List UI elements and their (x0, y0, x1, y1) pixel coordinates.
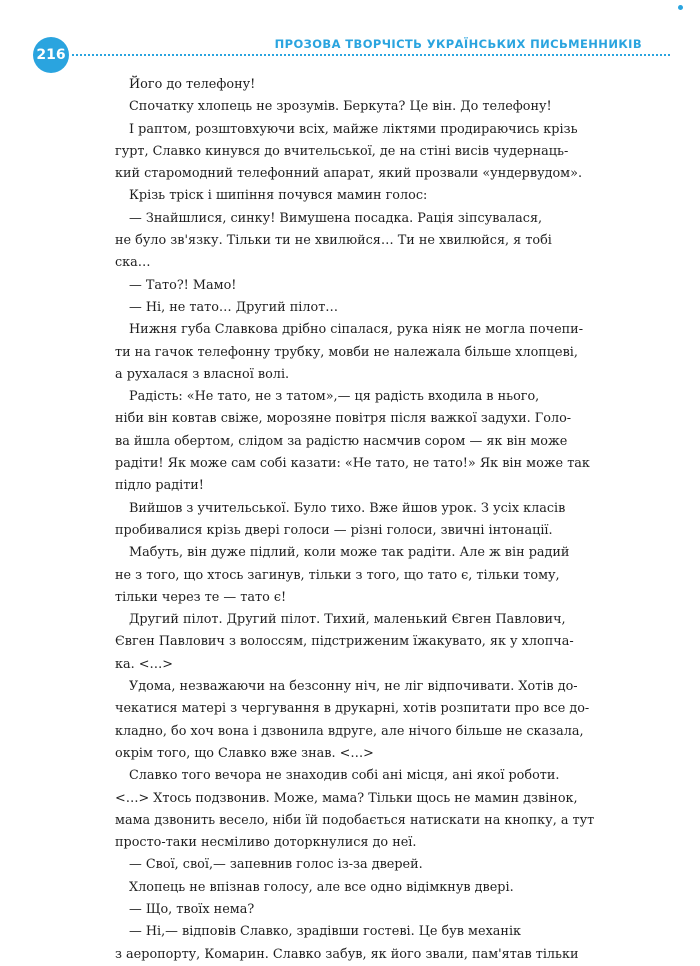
text-line: підло радіти! (115, 478, 204, 494)
text-line: ва йшла обертом, слідом за радістю насмчив сором — як він може (115, 433, 568, 449)
text-line: <…> Хтось подзвонив. Може, мама? Тільки щось не мамин дзвінок, (115, 790, 578, 806)
text-line: кладно, бо хоч вона і дзвонила вдруге, але нічого більше не сказала, (115, 723, 584, 739)
running-title: ПРОЗОВА ТВОРЧІСТЬ УКРАЇНСЬКИХ ПИСЬМЕННИКІВ (274, 37, 642, 51)
header-dotted-rule (72, 54, 670, 56)
body-text (115, 74, 638, 966)
text-line: радіти! Як може сам собі казати: «Не тато, не тато!» Як він може так (115, 456, 590, 472)
text-line: мама дзвонить весело, ніби їй подобається натискати на кнопку, а тут (115, 812, 595, 828)
text-line: а рухалася з власної волі. (115, 366, 290, 382)
text-line: пробивалися крізь двері голоси — різні голоси, звичні інтонації. (115, 522, 553, 538)
text-line: з аеропорту, Комарин. Славко забув, як його звали, пам'ятав тільки (115, 946, 579, 962)
text-line: Хлопець не впізнав голосу, але все одно відімкнув двері. (129, 879, 514, 895)
text-line: Нижня губа Славкова дрібно сіпалася, рука ніяк не могла почепи- (129, 322, 584, 338)
text-line: Євген Павлович з волоссям, підстриженим їжакувато, як у хлопча- (115, 634, 574, 650)
text-line: ска… (115, 255, 151, 271)
text-line: кий старомодний телефонний апарат, який прозвали «ундервудом». (115, 166, 583, 182)
text-line: Удома, незважаючи на безсонну ніч, не ліг відпочивати. Хотів до- (129, 679, 578, 695)
text-line: просто-таки несміливо доторкнулися до неї. (115, 835, 417, 851)
text-line: Славко того вечора не знаходив собі ані місця, ані якої роботи. (129, 768, 560, 784)
text-line: окрім того, що Славко вже знав. <…> (115, 745, 374, 761)
text-line: гурт, Славко кинувся до вчительської, де на стіні висів чудернаць- (115, 143, 569, 159)
text-line: — Ні,— відповів Славко, зрадівши гостеві. Це був механік (129, 924, 522, 940)
text-line: ніби він ковтав свіже, морозяне повітря після важкої задухи. Голо- (115, 411, 572, 427)
text-line: Спочатку хлопець не зрозумів. Беркута? Це він. До телефону! (129, 99, 552, 115)
text-line: не було зв'язку. Тільки ти не хвилюйся… Ти не хвилюйся, я тобі (115, 233, 552, 249)
text-line: — Що, твоїх нема? (129, 901, 255, 917)
text-line: Крізь тріск і шипіння почувся мамин голос: (129, 188, 428, 204)
text-line: — Свої, свої,— запевнив голос із-за дверей. (129, 857, 423, 873)
text-line: — Тато?! Мамо! (129, 277, 237, 293)
text-line: ти на гачок телефонну трубку, мовби не належала більше хлопцеві, (115, 344, 578, 360)
text-line: чекатися матері з чергування в друкарні, хотів розпитати про все до- (115, 701, 590, 717)
text-line: Радість: «Не тато, не з татом»,— ця радість входила в нього, (129, 389, 540, 405)
corner-logo-mark (678, 3, 690, 11)
text-line: Другий пілот. Другий пілот. Тихий, маленький Євген Павлович, (129, 612, 566, 628)
text-line: ка. <…> (115, 656, 174, 672)
text-line: — Знайшлися, синку! Вимушена посадка. Рація зіпсувалася, (129, 210, 543, 226)
text-line: — Ні, не тато… Другий пілот… (129, 299, 339, 315)
text-line: Його до телефону! (129, 77, 256, 92)
text-line: не з того, що хтось загинув, тільки з того, що тато є, тільки тому, (115, 567, 560, 583)
text-line: І раптом, розштовхуючи всіх, майже ліктями продираючись крізь (129, 121, 578, 137)
text-line: Вийшов з учительської. Було тихо. Вже йшов урок. З усіх класів (129, 500, 566, 516)
page-number-badge: 216 (33, 37, 69, 73)
text-line: тільки через те — тато є! (115, 589, 287, 605)
text-line: Мабуть, він дуже підлий, коли може так радіти. Але ж він радий (129, 545, 570, 561)
corner-logo-dot (678, 5, 683, 10)
